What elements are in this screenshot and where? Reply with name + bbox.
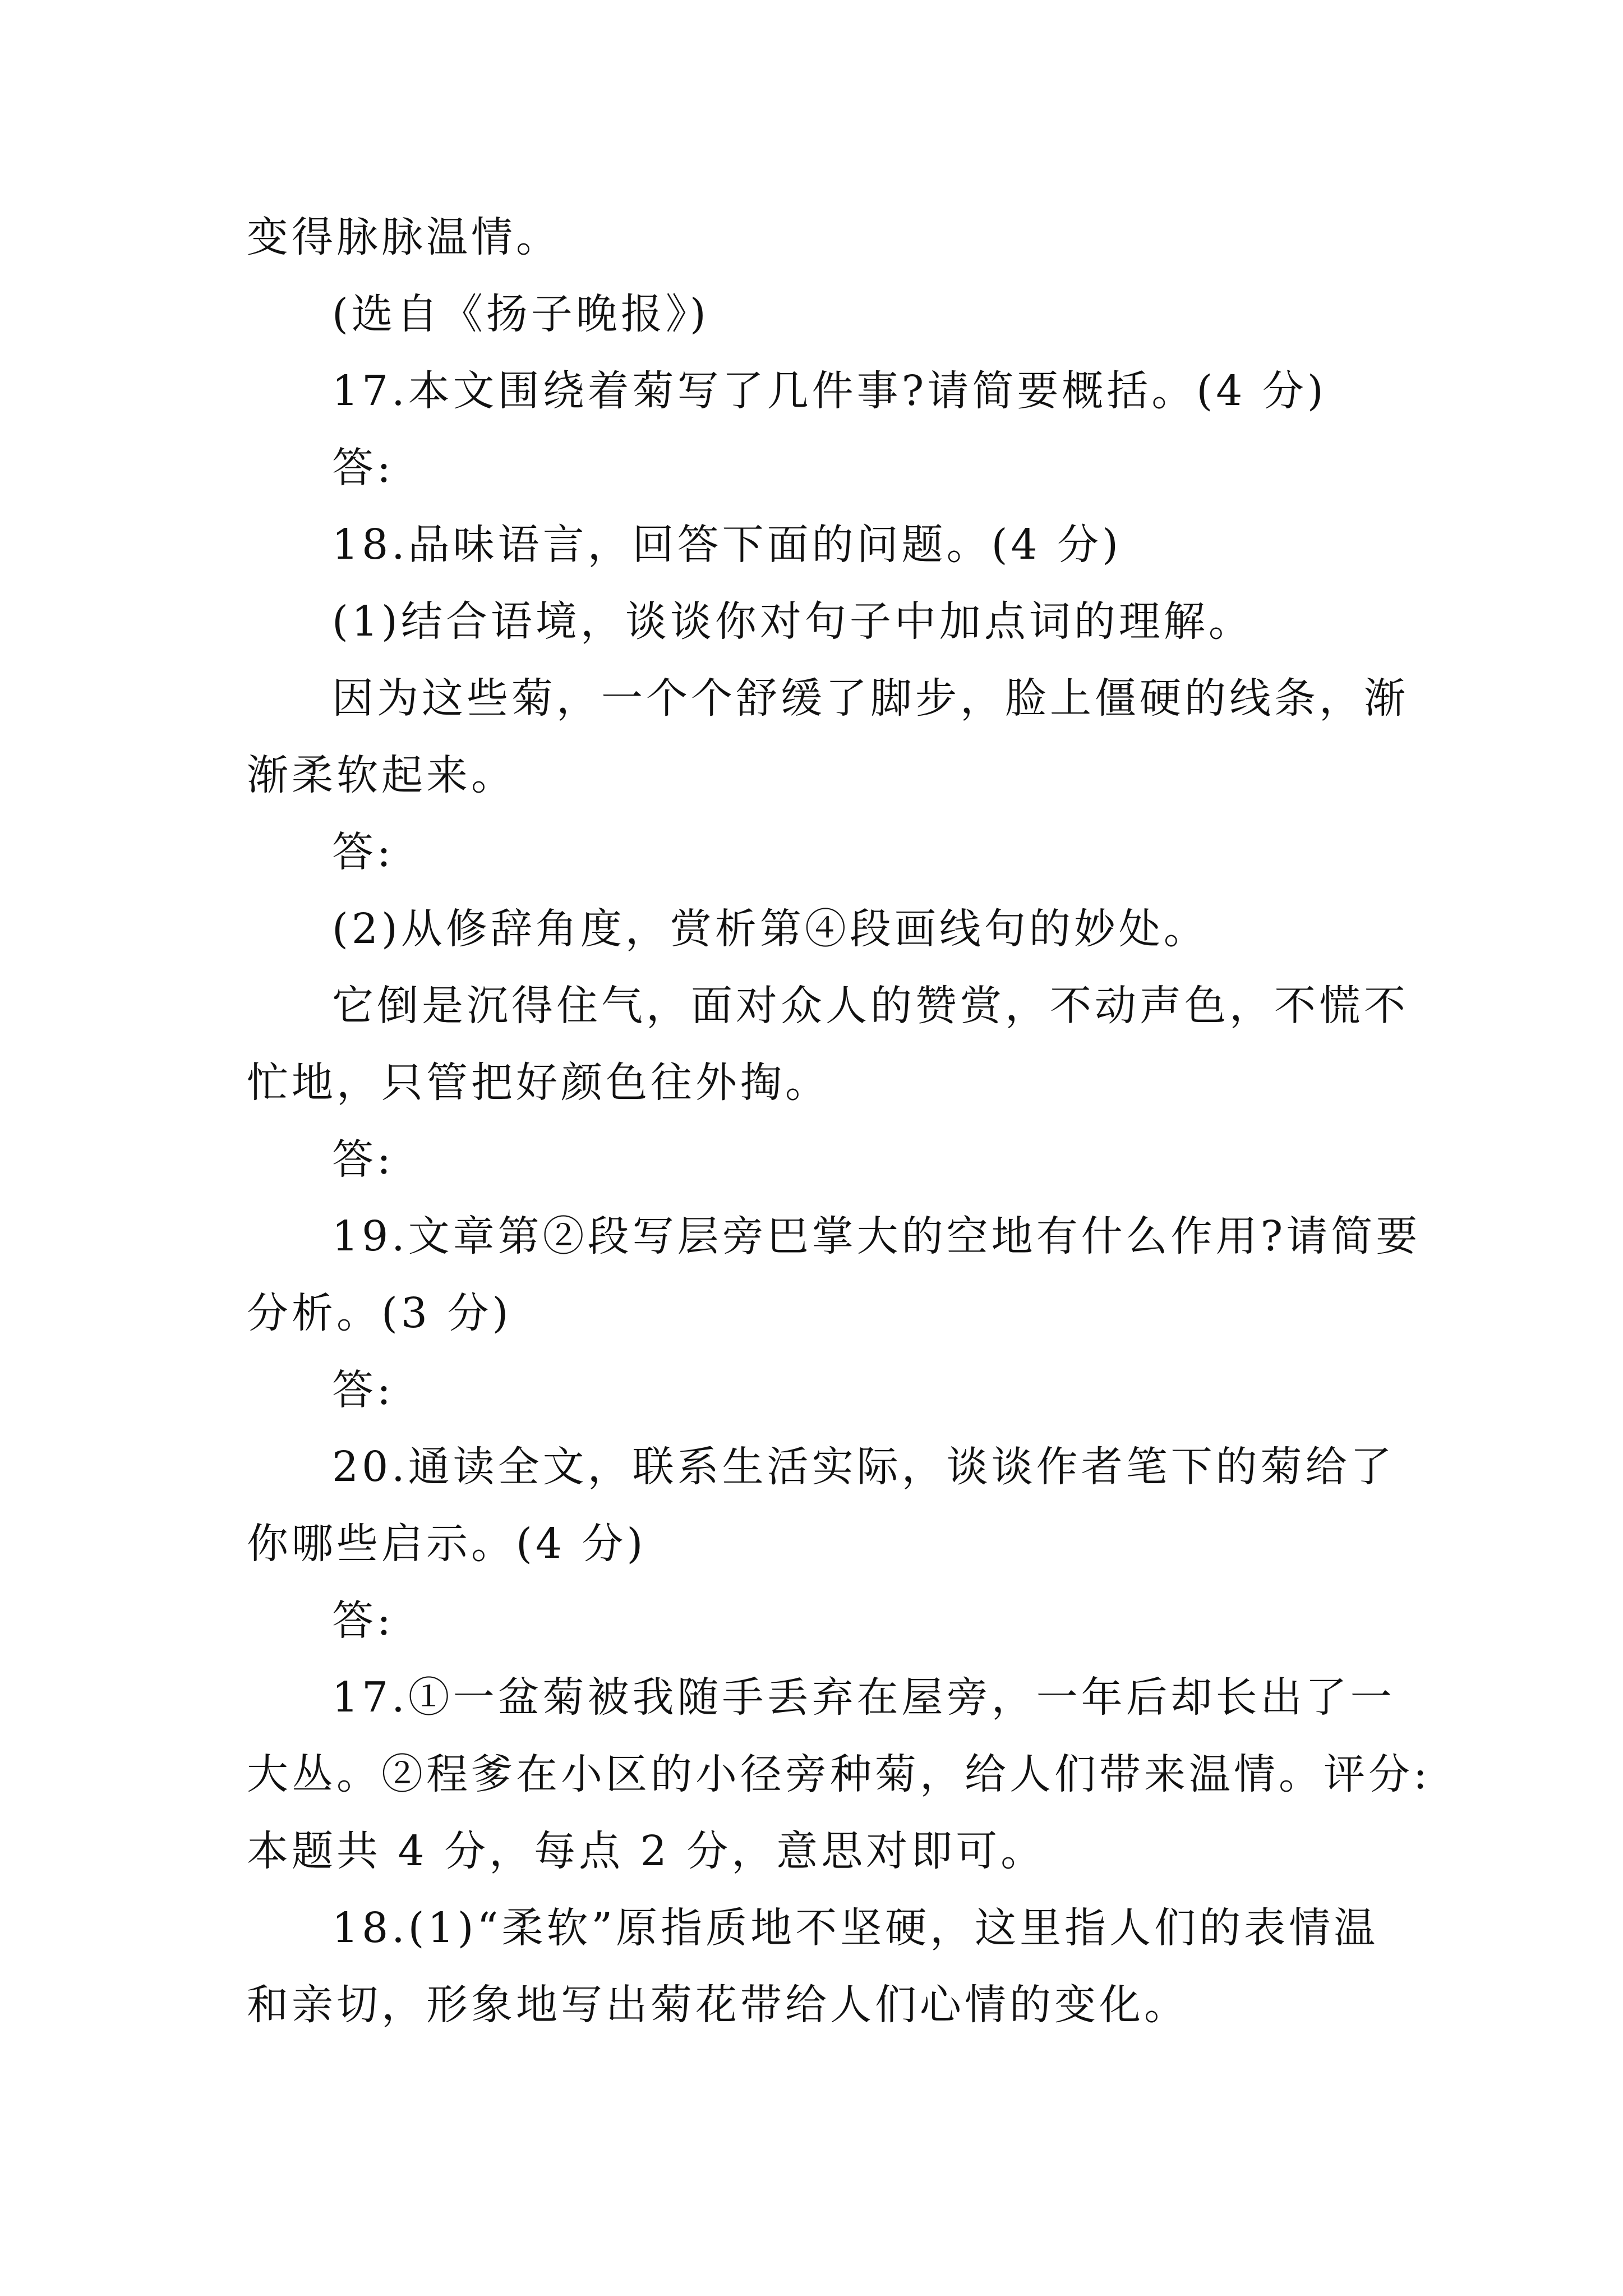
answer-label: 答:	[332, 1596, 394, 1645]
question-19: 19.文章第②段写层旁巴掌大的空地有什么作用?请简要	[332, 1212, 1421, 1260]
quoted-sentence-cont: 忙地，只管把好颜色往外掏。	[247, 1059, 830, 1107]
question-20: 20.通读全文，联系生活实际，谈谈作者笔下的菊给了	[332, 1443, 1395, 1491]
text-line: 变得脉脉温情。	[247, 213, 561, 261]
answer-key-18-cont: 和亲切，形象地写出菊花带给人们心情的变化。	[247, 1981, 1189, 2029]
question-18-part-2: (2)从修辞角度，赏析第④段画线句的妙处。	[332, 905, 1209, 953]
question-18-part-1: (1)结合语境，谈谈你对句子中加点词的理解。	[332, 597, 1253, 646]
answer-key-18: 18.(1)“柔软”原指质地不坚硬，这里指人们的表情温	[332, 1904, 1379, 1952]
question-19-cont: 分析。(3 分)	[247, 1289, 512, 1337]
quoted-sentence-cont: 渐柔软起来。	[247, 751, 516, 799]
answer-key-17: 17.①一盆菊被我随手丢弃在屋旁，一年后却长出了一	[332, 1673, 1395, 1722]
answer-key-17-cont: 大丛。②程爹在小区的小径旁种菊，给人们带来温情。评分:	[247, 1750, 1431, 1798]
answer-key-17-scoring: 本题共 4 分，每点 2 分，意思对即可。	[247, 1827, 1046, 1875]
answer-label: 答:	[332, 1135, 394, 1184]
question-17: 17.本文围绕着菊写了几件事?请简要概括。(4 分)	[332, 367, 1327, 415]
document-body	[247, 199, 1431, 2044]
answer-label: 答:	[332, 444, 394, 492]
quoted-sentence: 因为这些菊，一个个舒缓了脚步，脸上僵硬的线条，渐	[332, 674, 1409, 723]
question-18: 18.品味语言，回答下面的问题。(4 分)	[332, 521, 1122, 569]
source-citation: (选自《扬子晚报》)	[332, 290, 709, 338]
question-20-cont: 你哪些启示。(4 分)	[247, 1520, 647, 1568]
quoted-sentence: 它倒是沉得住气，面对众人的赞赏，不动声色，不慌不	[332, 982, 1409, 1030]
answer-label: 答:	[332, 828, 394, 876]
answer-label: 答:	[332, 1366, 394, 1414]
